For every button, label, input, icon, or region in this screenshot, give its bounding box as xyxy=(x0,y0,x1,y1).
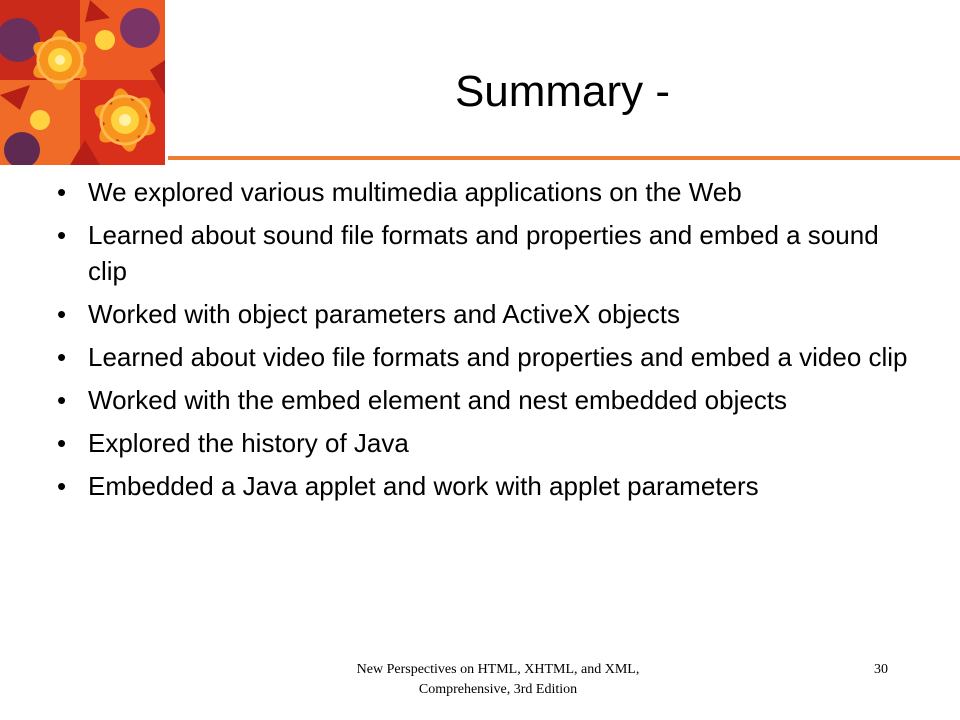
bullet-item xyxy=(50,468,910,504)
bullet-marker: • xyxy=(57,342,67,372)
title-underline xyxy=(168,156,960,160)
bullet-item xyxy=(50,425,910,461)
footer-line-2: Comprehensive, 3rd Edition xyxy=(418,682,578,697)
slide-footer xyxy=(298,660,698,700)
bullet-marker: • xyxy=(57,385,67,415)
bullet-text: Learned about video file formats and properties and embed a video clip xyxy=(88,342,908,372)
bullet-text: Learned about sound file formats and properties and embed a sound clip xyxy=(88,220,879,286)
bullet-marker: • xyxy=(57,428,67,458)
bullet-marker: • xyxy=(57,299,67,329)
bullet-text: We explored various multimedia applications on the Web xyxy=(88,177,742,207)
bullet-item xyxy=(50,296,910,332)
bullet-text: Embedded a Java applet and work with applet parameters xyxy=(88,471,759,501)
bullet-marker: • xyxy=(57,177,67,207)
bullet-text: Worked with object parameters and ActiveX objects xyxy=(88,299,681,329)
page-number: 30 xyxy=(874,662,888,677)
kaleidoscope-image xyxy=(0,0,165,165)
bullet-item xyxy=(50,382,910,418)
bullet-list xyxy=(50,174,910,511)
bullet-marker: • xyxy=(57,220,67,250)
bullet-marker: • xyxy=(57,471,67,501)
slide-title: Summary - xyxy=(454,67,671,116)
footer-line-1: New Perspectives on HTML, XHTML, and XML, xyxy=(356,662,640,677)
bullet-item xyxy=(50,339,910,375)
bullet-item xyxy=(50,217,910,289)
bullet-text: Worked with the embed element and nest embedded objects xyxy=(88,385,788,415)
bullet-text: Explored the history of Java xyxy=(88,428,409,458)
bullet-item xyxy=(50,174,910,210)
